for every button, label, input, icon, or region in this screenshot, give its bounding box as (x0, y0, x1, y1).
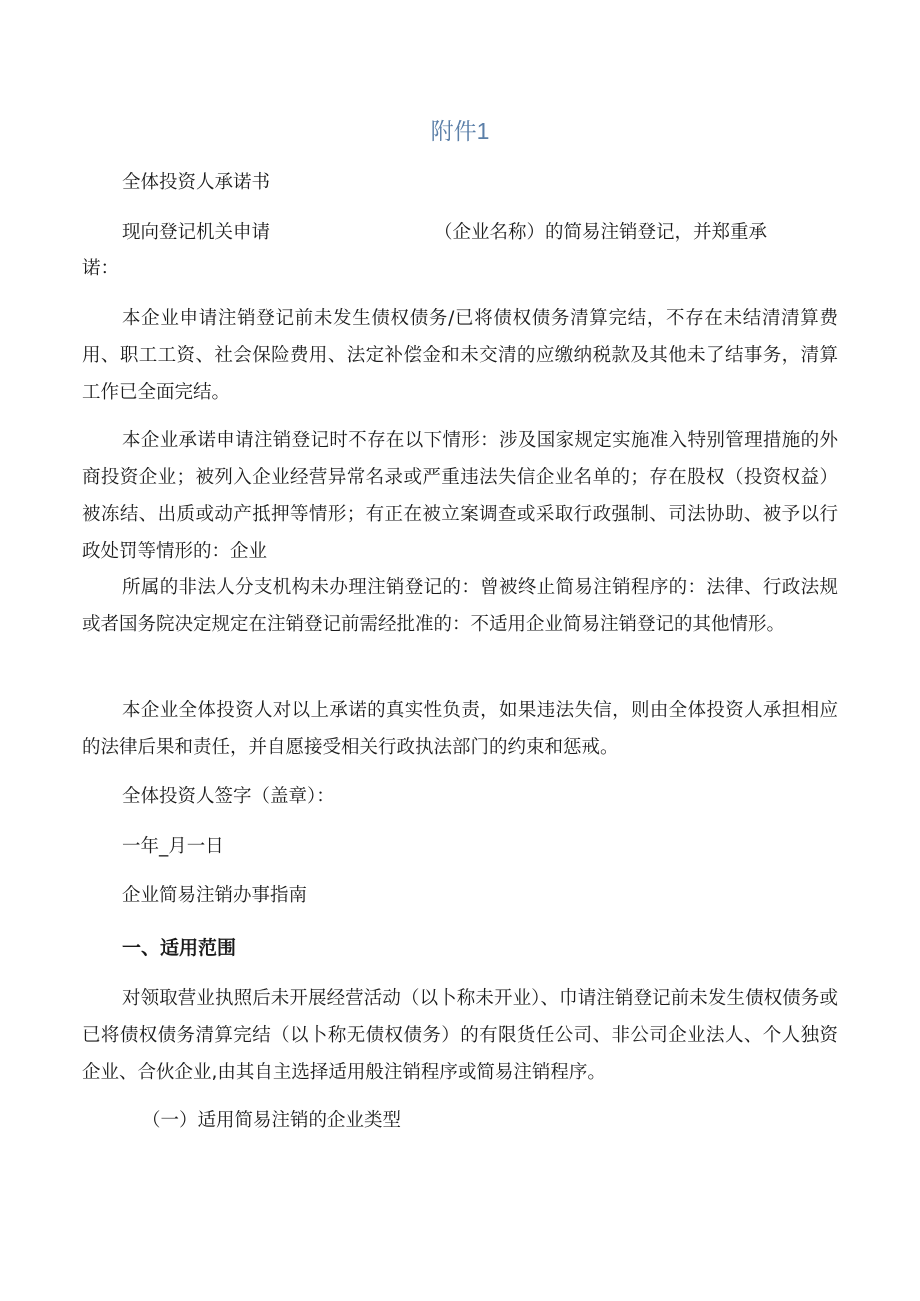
signature-line: 全体投资人签字（盖章）： (122, 786, 335, 807)
apply-line-end: （企业名称）的简易注销登记，并郑重承 (434, 222, 768, 243)
section-heading-scope: 一、适用范围 (122, 937, 237, 959)
paragraph-responsibility: 本企业全体投资人对以上承诺的真实性负责，如果违法失信，则由全体投资人承担相应的法律后果和责任，并自愿接受相关行政执法部门的约束和惩戒。 (82, 700, 838, 758)
paragraph-scope: 对领取营业执照后未开展经营活动（以卜称未开业）、巾请注销登记前未发生债权债务或已将债权债务清算完结（以卜称无债权债务）的有限货任公司、非公司企业法人、个人独资企业、合伙企业,由其自主选择适用般注销程序或简易注销程序。 (82, 988, 838, 1083)
date-line: 一年_月一日 (122, 836, 224, 857)
paragraph-exclusions-continued: 所属的非法人分支机构未办理注销登记的：曾被终止简易注销程序的：法律、行政法规或者国务院决定规定在注销登记前需经批准的：不适用企业简易注销登记的其他情形。 (82, 577, 838, 635)
apply-line-start: 现向登记机关申请 (122, 222, 271, 243)
subsection-heading-enterprise-types: （一）适用简易注销的企业类型 (142, 1110, 402, 1131)
commitment-title: 全体投资人承诺书 (122, 172, 271, 193)
guide-title: 企业简易注销办事指南 (122, 885, 308, 906)
apply-line-wrap: 诺： (82, 258, 120, 279)
paragraph-no-debts: 本企业申请注销登记前未发生债权债务/已将债权债务清算完结，不存在未结清清算费用、职工工资、社会保险费用、法定补偿金和未交清的应缴纳税款及其他未了结事务，清算工作已全面完结。 (82, 308, 838, 403)
attachment-title: 附件1 (430, 118, 490, 144)
paragraph-exclusions: 本企业承诺申请注销登记时不存在以下情形：涉及国家规定实施准入特别管理措施的外商投资企业；被列入企业经营异常名录或严重违法失信企业名单的；存在股权（投资权益）被冻结、出质或动产抵押等情形；有正在被立案调查或采取行政强制、司法协助、被予以行政处罚等情形的：企业 (82, 430, 838, 562)
